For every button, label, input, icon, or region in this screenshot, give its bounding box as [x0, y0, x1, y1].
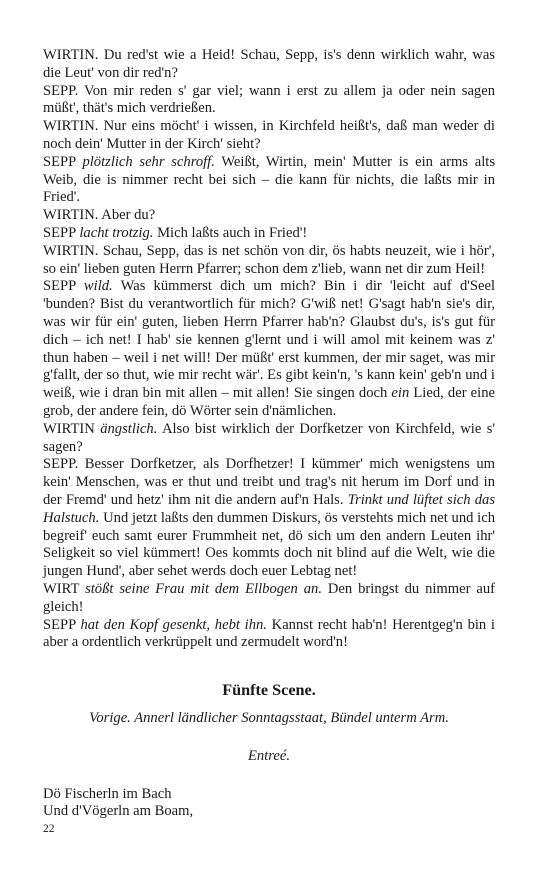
- stage-direction-text: plötzlich sehr schroff.: [82, 153, 215, 170]
- speech-text: SEPP. Besser Dorfketzer, als Dorfhetzer! I kümmer' mich wenigstens um kein' Menschen, was er thut und treibt und trag's nit herum im Dorf und in der Fremd' und hetz' ihm nit die andern auf'n Hals.: [43, 456, 495, 508]
- speech-text: Weißt, Wirtin, mein' Mutter is ein arms alts Weib, die is nimmer recht bei sich – die kann für nichts, die laßts mir in Fried'.: [43, 153, 496, 206]
- dialogue-paragraph: [43, 456, 495, 581]
- speech-text: Was kümmerst dich um mich? Bin i dir 'leicht auf d'Seel 'bunden? Bist du verantwortlich für mich? G'wiß net! G'sagt hab'n sie's dir, was wir für ein' guten, lieben Herrn Pfarrer hab'n? Glaubst du's, is's gut für dich – ich net! I hab' sie kennen g'lernt und i will amol mit keinem was z' thun haben – weil i net will! Der müßt' erst kummen, der mir saget, was mir g'fallt, der so thut, wie mir recht wär'. Es gibt kein'n, 's kann kein' geb'n und i weiß, wie i dran bin mit allen – mit allen! Sie singen doch: [43, 278, 496, 402]
- speech-text: Mich laßts auch in Fried'!: [153, 224, 308, 241]
- speech-text: WIRTIN: [43, 420, 101, 437]
- dialogue-paragraph: [43, 83, 495, 119]
- verse-block: [43, 786, 495, 822]
- speech-text: Lied, der eine grob, der andere fein, dö Wörter sein d'nämlichen.: [43, 385, 495, 419]
- speech-text: Kannst recht hab'n! Herentgeg'n bin i aber a ordentlich verkrüppelt und zermudelt word'n!: [43, 616, 495, 651]
- dialogue-paragraph: [43, 47, 495, 83]
- verse-line: Dö Fischerln im Bach: [43, 785, 172, 802]
- speech-text: Also bist wirklich der Dorfketzer von Kirchfeld, wie s' sagen?: [43, 420, 496, 455]
- stage-direction: Vorige. Annerl ländlicher Sonntagsstaat, Bündel unterm Arm.: [89, 710, 449, 727]
- speech-text: WIRTIN. Aber du?: [43, 207, 156, 224]
- stage-direction-text: ängstlich.: [100, 420, 158, 437]
- speech-text: SEPP: [43, 616, 81, 633]
- book-page: [43, 47, 495, 821]
- stage-direction-text: ein: [391, 385, 410, 402]
- speech-text: Den bringst du nimmer auf gleich!: [43, 580, 496, 615]
- speech-text: SEPP: [43, 153, 83, 170]
- dialogue-paragraph: [43, 617, 495, 653]
- scene-title: Fünfte Scene.: [222, 681, 316, 700]
- verse-line: Und d'Vögerln am Boam,: [43, 803, 194, 820]
- speech-text: Und jetzt laßts den dummen Diskurs, ös verstehts mich net und ich begreif' euch samt eurer Frummheit net, dö sich um den andern Leuten ihr' Seligkeit so viel kümmert! Oes kommts doch nit blind auf die Welt, wie die jungen Hund', aber sehet werds doch euer Lebtag net!: [43, 509, 495, 580]
- page-number: 22: [43, 823, 55, 835]
- dialogue-paragraph: [43, 421, 495, 457]
- dialogue-paragraph: [43, 225, 495, 243]
- stage-direction-text: stößt seine Frau mit dem Ellbogen an.: [85, 580, 322, 597]
- dialogue-text: [43, 47, 495, 652]
- stage-direction-text: hat den Kopf gesenkt, hebt ihn.: [80, 616, 267, 633]
- dialogue-paragraph: [43, 278, 495, 420]
- entree-direction: Entreé.: [247, 747, 290, 764]
- speech-text: SEPP. Von mir reden s' gar viel; wann i erst zu allem ja oder nein sagen müßt', thät's mich verdrießen.: [43, 82, 495, 117]
- dialogue-paragraph: [43, 118, 495, 154]
- speech-text: WIRTIN. Du red'st wie a Heid! Schau, Sepp, is's denn wirklich wahr, was die Leut' von dir red'n?: [43, 47, 495, 81]
- speech-text: WIRT: [43, 580, 86, 597]
- stage-direction-text: lacht trotzig.: [79, 224, 154, 241]
- dialogue-paragraph: [43, 154, 495, 207]
- dialogue-paragraph: [43, 581, 495, 617]
- speech-text: WIRTIN. Nur eins möcht' i wissen, in Kirchfeld heißt's, daß man weder di noch dein' Mutter in der Kirch' sieht?: [43, 118, 495, 152]
- stage-direction-text: Trinkt und lüftet sich das Halstuch.: [43, 491, 496, 526]
- stage-direction-text: wild.: [83, 278, 113, 295]
- dialogue-paragraph: [43, 207, 495, 225]
- speech-text: SEPP: [43, 224, 80, 241]
- dialogue-paragraph: [43, 243, 495, 279]
- speech-text: WIRTIN. Schau, Sepp, das is net schön von dir, ös habts neuzeit, wie i hör', so ein' lieben guten Herrn Pfarrer; schon dem z'lieb, wann net dir zum Heil!: [43, 242, 495, 277]
- speech-text: SEPP: [43, 278, 84, 295]
